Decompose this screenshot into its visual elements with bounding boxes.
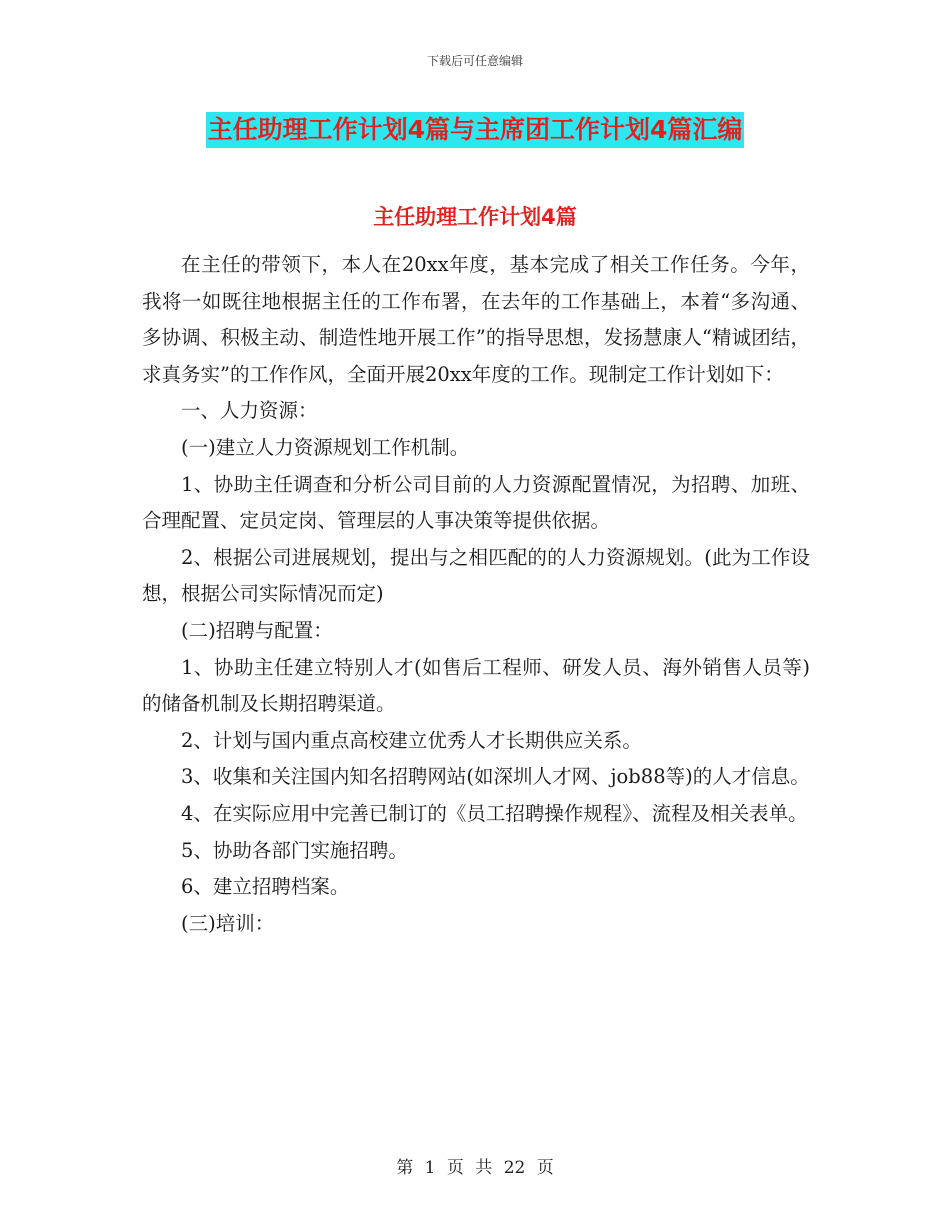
list-item: 6、建立招聘档案。 <box>181 875 350 899</box>
section-title: 主任助理工作计划4篇 <box>373 205 577 229</box>
body-text <box>142 247 810 942</box>
list-item: 4、在实际应用中完善已制订的《员工招聘操作规程》、流程及相关表单。 <box>181 801 808 825</box>
paragraph-intro: 在主任的带领下，本人在20xx年度，基本完成了相关工作任务。今年，我将一如既往地根据主任的工作布署，在去年的工作基础上，本着“多沟通、多协调、积极主动、制造性地开展工作”的指导思想，发扬慧康人“精诚团结，求真务实”的工作作风，全面开展20xx年度的工作。现制定工作计划如下： <box>142 253 810 386</box>
subheading-planning: (一)建立人力资源规划工作机制。 <box>181 435 470 459</box>
subheading-recruitment: (二)招聘与配置： <box>181 618 333 642</box>
list-item: 1、协助主任建立特别人才(如售后工程师、研发人员、海外销售人员等)的储备机制及长期招聘渠道。 <box>142 655 810 716</box>
list-item: 2、计划与国内重点高校建立优秀人才长期供应关系。 <box>181 728 642 752</box>
page-footer: 第 1 页 共 22 页 <box>396 1158 554 1178</box>
document-title: 主任助理工作计划4篇与主席团工作计划4篇汇编 <box>206 112 745 148</box>
header-note: 下载后可任意编辑 <box>426 54 523 68</box>
heading-human-resources: 一、人力资源： <box>181 399 318 423</box>
document-title-wrap <box>0 112 950 148</box>
list-item: 5、协助各部门实施招聘。 <box>181 838 408 862</box>
subheading-training: (三)培训： <box>181 911 275 935</box>
list-item: 3、收集和关注国内知名招聘网站(如深圳人才网、job88等)的人才信息。 <box>181 765 810 789</box>
list-item: 2、根据公司进展规划，提出与之相匹配的的人力资源规划。(此为工作设想，根据公司实际情况而定) <box>142 545 810 606</box>
list-item: 1、协助主任调查和分析公司目前的人力资源配置情况，为招聘、加班、合理配置、定员定岗、管理层的人事决策等提供依据。 <box>142 472 810 533</box>
